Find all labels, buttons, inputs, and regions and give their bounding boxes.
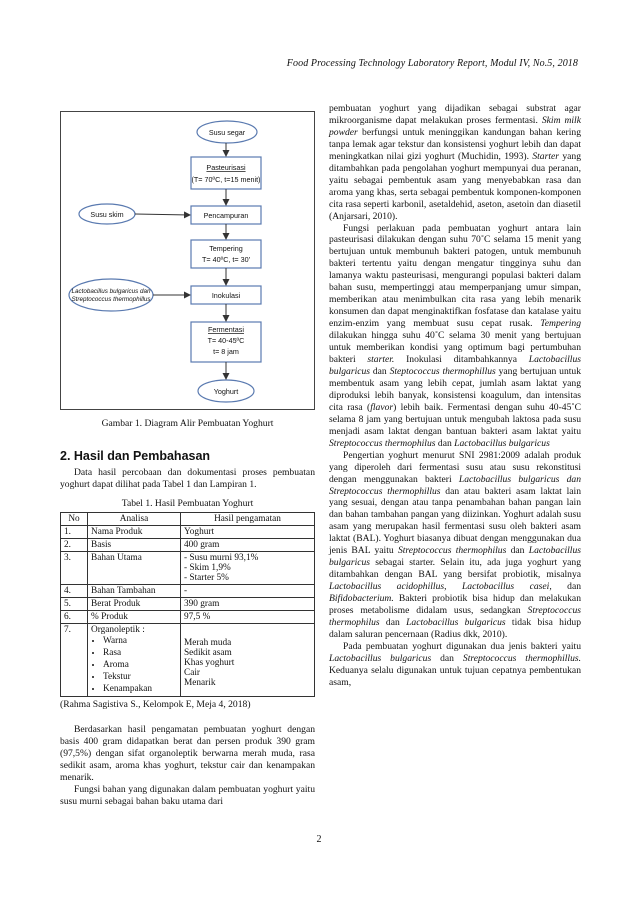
cell-hasil: 400 gram <box>181 538 315 551</box>
label-fermentasi-time: t= 8 jam <box>213 347 239 356</box>
flow-diagram <box>60 111 315 410</box>
table-header-row <box>61 512 315 525</box>
label-pasteurisasi-cond: (T= 70ºC, t=15 menit) <box>191 175 261 184</box>
cell-hasil: 97,5 % <box>181 610 315 623</box>
table-row <box>61 584 315 597</box>
label-susu-skim: Susu skim <box>90 210 124 219</box>
label-yoghurt: Yoghurt <box>213 387 239 396</box>
results-table <box>60 512 315 697</box>
paragraph-continued: pembuatan yoghurt yang dijadikan sebagai substrat agar mikroorganisme dapat melakukan proses fermentasi. Skim milk powder berfungsi untuk meninggikan kandungan bahan kering tanpa lemak agar tekstur dan konsistensi yoghurt lebih dan dapat meningkatkan nilai gizi yoghurt (Muchidin, 1993). Starter yang ditambahkan pada pengolahan yoghurt mempunyai dua peranan, yaitu sebagai pembentuk asam yang menyebabkan rasa dan aroma yang khas, serta sebagai pembentuk komponen-komponen cita rasa seperti karbonil, asetaldehid, aseton, asetoin dan diasetil (Anjarsari, 2010). <box>329 103 581 222</box>
paragraph-bacteria: Pada pembuatan yoghurt digunakan dua jenis bakteri yaitu Lactobacillus bulgaricus dan Streptococcus thermophillus. Keduanya selalu digunakan untuk tujuan cepatnya pembentukan asam, <box>329 640 582 688</box>
paragraph-definition: Pengertian yoghurt menurut SNI 2981:2009 adalah produk yang diperoleh dari fermentasi susu atau susu rekonstitusi dengan menggunakan bakteri Lactobacillus bulgaricus dan Streptococcus thermophillus dan atau bakteri asam laktat lain yang sesuai, dengan atau tanpa penambahan bahan pangan lain dan bahan tambahan pangan yang diizinkan. Yoghurt adalah susu asam yang merupakan hasil fermentasi susu oleh bakteri asam laktat (BAL). Yoghurt biasanya dibuat dengan menggunakan dua jenis BAL yaitu Streptococcus thermophilus dan Lactobacillus bulgaricus sebagai starter. Selain itu, ada juga yoghurt yang ditambahkan dengan BAL yang bersifat probiotik, misalnya Lactobacillus acidophillus, Lactobacillus casei, dan Bifidobacterium. Bakteri probiotik bisa hidup dan melakukan proses metabolisme didalam usus, sedangkan Streptococcus thermophilus dan Lactobacillus bulgaricus tidak bisa hidup dalam saluran pencernaan (Radius dkk, 2010). <box>329 449 581 640</box>
label-tempering-cond: T= 40ºC, t= 30' <box>202 255 250 264</box>
label-starter-1: Lactobacillus bulgaricus dan <box>71 288 151 295</box>
page-number: 2 <box>316 834 322 845</box>
label-susu-segar: Susu segar <box>208 128 246 137</box>
list-item: • Kenampakan <box>103 683 177 695</box>
hasil-line: Khas yoghurt <box>184 657 235 668</box>
table-row <box>61 538 315 551</box>
organoleptik-list <box>91 635 177 695</box>
label-inokulasi: Inokulasi <box>211 291 241 300</box>
hasil-line: Sedikit asam <box>184 647 232 658</box>
list-item: • Tekstur <box>103 671 177 683</box>
paragraph-intro: Data hasil percobaan dan dokumentasi proses pembuatan yoghurt dapat dilihat pada Tabel 1 dan Lampiran 1. <box>60 467 315 490</box>
th-analisa: Analisa <box>88 512 181 525</box>
cell-analisa: Berat Produk <box>88 597 181 610</box>
list-item: • Aroma <box>103 659 177 671</box>
table-row <box>61 610 315 623</box>
list-item: • Warna <box>103 635 177 647</box>
table-row <box>61 597 315 610</box>
left-column <box>60 103 315 808</box>
table-row <box>61 525 315 538</box>
paragraph-treatment: Fungsi perlakuan pada pembuatan yoghurt antara lain pasteurisasi dilakukan dengan suhu 70˚C selama 15 menit yang bertujuan untuk membunuh bakteri patogen, untuk membunuh bakteri tertentu yaitu dengan mengatur tingginya suhu dan lamanya waktu pasteurisasi, mengurangi populasi bakteri dalam bahan susu, mempertinggi atau memperpanjang umur simpan, memberikan atau menimbulkan cita rasa yang lebih menarik konsumen dan dapat menginaktifkan fosfatase dan katalase yaitu enzim-enzim yang membuat susu cepat rusak. Tempering dilakukan hingga suhu 40˚C selama 30 menit yang bertujuan untuk memberikan kondisi yang optimum bagi pertumbuhan bakteri starter. Inokulasi ditambahkannya Lactobacillus bulgaricus dan Steptococcus thermophillus yang bertujuan untuk membentuk asam yang lebih cepat, jumlah asam laktat yang diproduksi lebih banyak, konsistensi koagulum, dan intensitas cita rasa (flavor) lebih baik. Fermentasi dengan suhu 40-45˚C selama 8 jam yang bertujuan untuk mengubah laktosa pada susu menjadi asam laktat dengan bantuan bakteri asam laktat yaitu Streptococcus thermophilus dan Lactobacillus bulgaricus <box>329 222 581 449</box>
cell-analisa: Bahan Utama <box>88 551 181 584</box>
th-no: No <box>61 512 88 525</box>
hasil-line: Menarik <box>184 677 216 688</box>
label-fermentasi-temp: T= 40-45ºC <box>207 336 245 345</box>
cell-no: 2. <box>61 538 88 551</box>
label-pasteurisasi: Pasteurisasi <box>206 163 246 172</box>
hasil-line: - Skim 1,9% <box>184 562 231 573</box>
hasil-line: - Starter 5% <box>184 572 229 583</box>
label-tempering: Tempering <box>209 244 243 253</box>
figure-caption: Gambar 1. Diagram Alir Pembuatan Yoghurt <box>101 418 274 429</box>
paragraph-functions: Fungsi bahan yang digunakan dalam pembuatan yoghurt yaitu susu murni sebagai bahan baku utama dari <box>60 783 315 807</box>
table-source: (Rahma Sagistiva S., Kelompok E, Meja 4, 2018) <box>60 698 251 710</box>
label-pencampuran: Pencampuran <box>203 211 249 220</box>
cell-no: 1. <box>61 525 88 538</box>
label-starter-2: Streptococcus thermophillus <box>71 296 151 303</box>
cell-no: 6. <box>61 610 88 623</box>
organoleptik-label: Organoleptik : <box>91 624 145 635</box>
cell-analisa: Nama Produk <box>88 525 181 538</box>
flow-diagram-svg <box>61 112 314 409</box>
running-header: Food Processing Technology Laboratory Report, Modul IV, No.5, 2018 <box>286 58 578 69</box>
cell-hasil: 390 gram <box>181 597 315 610</box>
cell-no: 3. <box>61 551 88 584</box>
cell-no: 7. <box>61 623 88 696</box>
node-starter <box>69 279 153 311</box>
cell-hasil: - <box>181 584 315 597</box>
cell-analisa: Bahan Tambahan <box>88 584 181 597</box>
hasil-line: Merah muda <box>184 637 232 648</box>
cell-hasil <box>181 623 315 696</box>
cell-no: 4. <box>61 584 88 597</box>
th-hasil: Hasil pengamatan <box>181 512 315 525</box>
cell-no: 5. <box>61 597 88 610</box>
node-pasteurisasi <box>191 157 261 189</box>
table-row <box>61 551 315 584</box>
cell-hasil: Yoghurt <box>181 525 315 538</box>
right-column <box>329 103 581 689</box>
list-item: • Rasa <box>103 647 177 659</box>
paragraph-results: Berdasarkan hasil pengamatan pembuatan yoghurt dengan basis 400 gram didapatkan berat dan persen produk 390 gram (97,5%) dengan sifat organoleptik berwarna merah muda, rasa sedikit asam, aroma khas yoghurt, tekstur cair dan kenampakan menarik. <box>60 723 315 783</box>
hasil-line: - Susu murni 93,1% <box>184 552 259 563</box>
table-row <box>61 623 315 696</box>
table-title: Tabel 1. Hasil Pembuatan Yoghurt <box>121 497 254 509</box>
cell-hasil <box>181 551 315 584</box>
cell-analisa: % Produk <box>88 610 181 623</box>
label-fermentasi: Fermentasi <box>208 325 244 334</box>
section-title: 2. Hasil dan Pembahasan <box>60 449 211 463</box>
cell-analisa: Basis <box>88 538 181 551</box>
hasil-line: Cair <box>184 667 201 678</box>
cell-analisa <box>88 623 181 696</box>
